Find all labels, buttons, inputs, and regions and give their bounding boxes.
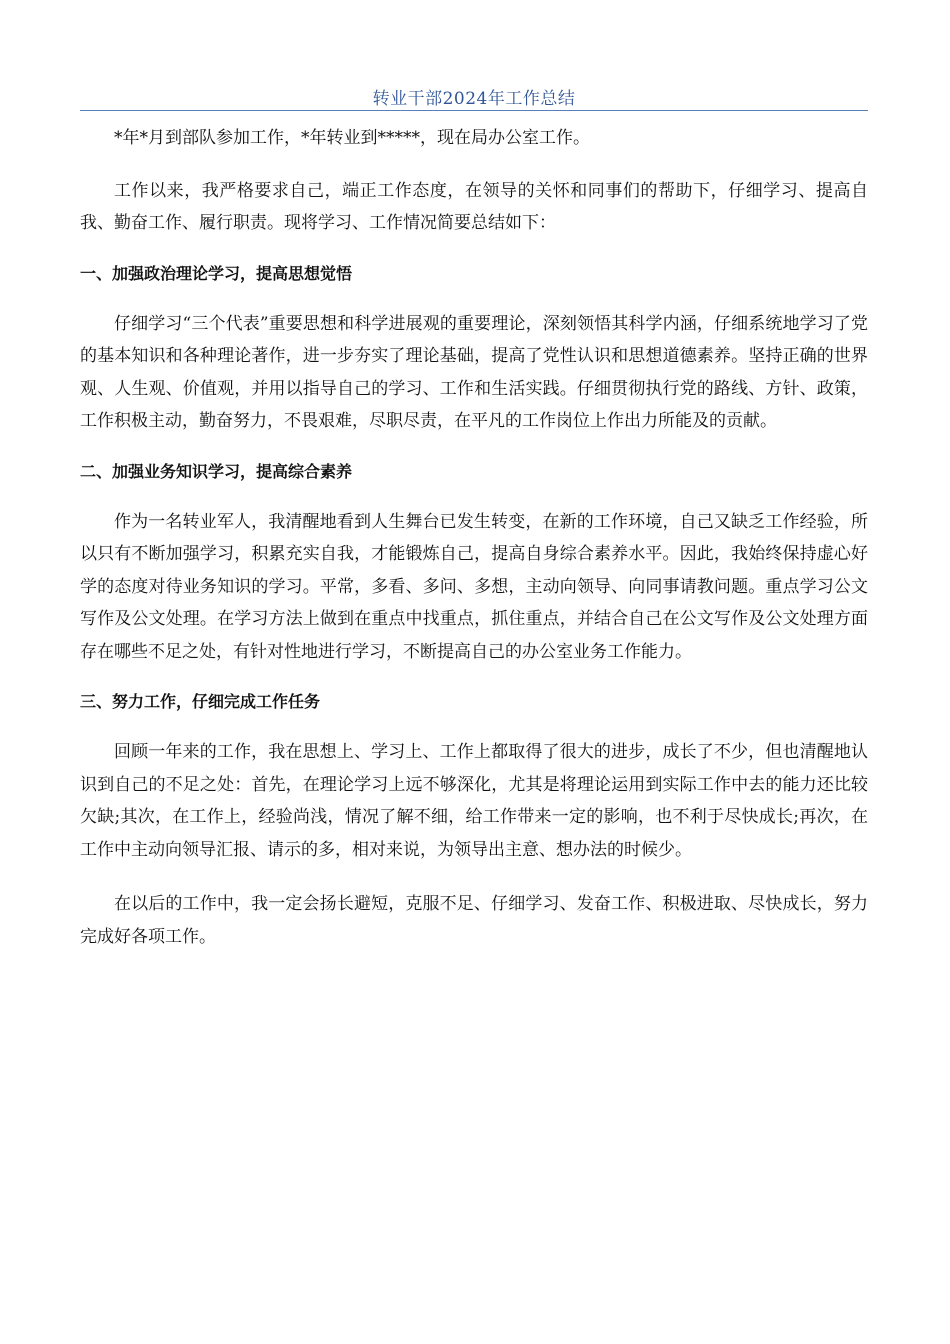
section-1-heading: 一、加强政治理论学习，提高思想觉悟 <box>80 263 353 283</box>
section-2-heading: 二、加强业务知识学习，提高综合素养 <box>80 461 353 481</box>
document-body <box>80 120 868 953</box>
intro-paragraph-2: 工作以来，我严格要求自己，端正工作态度，在领导的关怀和同事们的帮助下，仔细学习、提高自我、勤奋工作、履行职责。现将学习、工作情况简要总结如下： <box>80 180 868 233</box>
section-3-heading: 三、努力工作，仔细完成工作任务 <box>80 692 321 711</box>
section-1-paragraph: 仔细学习“三个代表”重要思想和科学进展观的重要理论，深刻领悟其科学内涵，仔细系统地学习了党的基本知识和各种理论著作，进一步夯实了理论基础，提高了党性认识和思想道德素养。坚持正确的世界观、人生观、价值观，并用以指导自己的学习、工作和生活实践。仔细贯彻执行党的路线、方针、政策，工作积极主动，勤奋努力，不畏艰难，尽职尽责，在平凡的工作岗位上作出力所能及的贡献。 <box>80 313 868 431</box>
closing-paragraph: 在以后的工作中，我一定会扬长避短，克服不足、仔细学习、发奋工作、积极进取、尽快成长，努力完成好各项工作。 <box>80 894 868 947</box>
section-3-paragraph: 回顾一年来的工作，我在思想上、学习上、工作上都取得了很大的进步，成长了不少，但也清醒地认识到自己的不足之处：首先，在理论学习上远不够深化，尤其是将理论运用到实际工作中去的能力还比较欠缺;其次，在工作上，经验尚浅，情况了解不细，给工作带来一定的影响，也不利于尽快成长;再次，在工作中主动向领导汇报、请示的多，相对来说，为领导出主意、想办法的时候少。 <box>80 742 868 860</box>
document-title: 转业干部2024年工作总结 <box>372 89 576 109</box>
intro-paragraph-1: *年*月到部队参加工作，*年转业到*****，现在局办公室工作。 <box>114 128 590 148</box>
section-2-paragraph: 作为一名转业军人，我清醒地看到人生舞台已发生转变，在新的工作环境，自己又缺乏工作经验，所以只有不断加强学习，积累充实自我，才能锻炼自己，提高自身综合素养水平。因此，我始终保持虚心好学的态度对待业务知识的学习。平常，多看、多问、多想，主动向领导、向同事请教问题。重点学习公文写作及公文处理。在学习方法上做到在重点中找重点，抓住重点，并结合自己在公文写作及公文处理方面存在哪些不足之处，有针对性地进行学习，不断提高自己的办公室业务工作能力。 <box>80 511 868 662</box>
document-header <box>80 80 868 111</box>
